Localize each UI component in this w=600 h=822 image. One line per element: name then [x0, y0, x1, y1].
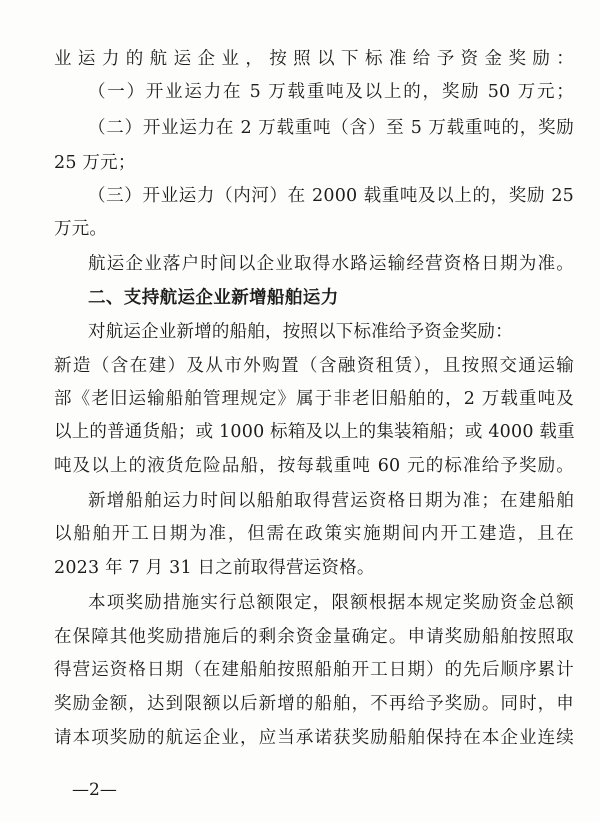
- text-line-1: 业运力的航运企业，按照以下标准给予资金奖励：: [54, 49, 574, 69]
- text-line-21: 请本项奖励的航运企业，应当承诺获奖励船舶保持在本企业连续: [54, 728, 574, 748]
- text-line-14: 新增船舶运力时间以船舶取得营运资格日期为准；在建船舶: [88, 491, 574, 511]
- text-line-4: 25 万元；: [54, 153, 136, 173]
- text-line-13: 吨及以上的液货危险品船，按每载重吨 60 元的标准给予奖励。: [54, 456, 574, 476]
- text-line-12: 以上的普通货船；或 1000 标箱及以上的集装箱船；或 4000 载重: [54, 422, 575, 442]
- text-line-10: 新造（含在建）及从市外购置（含融资租赁），且按照交通运输: [54, 356, 574, 376]
- text-line-17: 本项奖励措施实行总额限定，限额根据本规定奖励资金总额: [88, 593, 574, 613]
- text-line-7: 航运企业落户时间以企业取得水路运输经营资格日期为准。: [88, 254, 574, 274]
- page-number: —2—: [72, 780, 117, 800]
- text-line-16: 2023 年 7 月 31 日之前取得营运资格。: [54, 558, 375, 578]
- text-line-6: 万元。: [54, 219, 108, 239]
- text-line-20: 奖励金额，达到限额以后新增的船舶，不再给予奖励。同时，申: [54, 694, 574, 714]
- text-line-18: 在保障其他奖励措施后的剩余资金量确定。申请奖励船舶按照取: [54, 627, 574, 647]
- text-line-15: 以船舶开工日期为准，但需在政策实施期间内开工建造，且在: [54, 524, 574, 544]
- section-heading: 二、支持航运企业新增船舶运力: [88, 288, 339, 308]
- text-line-5: （三）开业运力（内河）在 2000 载重吨及以上的，奖励 25: [88, 186, 574, 206]
- text-line-2: （一）开业运力在 5 万载重吨及以上的，奖励 50 万元；: [88, 82, 574, 102]
- text-line-3: （二）开业运力在 2 万载重吨（含）至 5 万载重吨的，奖励: [88, 118, 574, 138]
- text-line-11: 部《老旧运输船舶管理规定》属于非老旧船舶的，2 万载重吨及: [54, 389, 574, 409]
- text-line-9: 对航运企业新增的船舶，按照以下标准给予资金奖励：: [88, 322, 513, 342]
- text-line-19: 得营运资格日期（在建船舶按照船舶开工日期）的先后顺序累计: [54, 660, 574, 680]
